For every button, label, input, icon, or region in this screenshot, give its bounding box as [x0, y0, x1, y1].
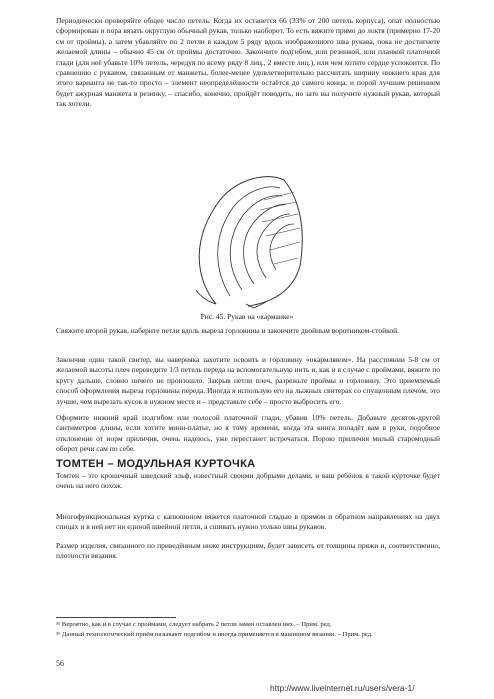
- figure-caption: Рис. 45. Рукав на «карманке»: [200, 312, 294, 321]
- section-heading: ТОМТЕН – МОДУЛЬНАЯ КУРТОЧКА: [56, 458, 256, 470]
- footnote-35: ³⁵ Вероятно, как и в случае с проймами, следует набрать 2 петли замен оставлен них. – Прим. ред.: [56, 621, 332, 628]
- paragraph-construction: Многофункциональная куртка с капюшоном вяжется платочной гладью в прямом и обратном направлениях на двух спицах и в ней нет ни единой швейной петли, а сшивать нужно только швы рукавов.: [56, 512, 440, 532]
- watermark-url: http://www.liveinternet.ru/users/vera-1/: [270, 683, 415, 693]
- paragraph-sleeve-shaping: Периодически проверяйте общее число петель. Когда их останется 66 (33% от 200 петель корпуса), опат полностью сформирован и пора вязать округлую обычный рукав, только наоборот. То есть вяжите прямо до локтя (примерно 17-20 см от проймы), а затем убавляйте по 2 петли в каждом 5 ряду вдоль изображенного шва рукава, пока не достигнете желаемой длины – обычно 45 см от проймы достаточно. Закончите подгибом, или резинкой, или планкой платочной глади (для неё убавьте 10% петель, чередуя по всему ряду 8 лиц., 2 вместе лиц.), или чем хотите сердце успокоится. По сравнению с рукавом, связанным от манжеты, более-менее удовлетворительно рассчитать ширину нижнего края для этого варианта не так-то просто – элемент неопределённости остаётся до самого конца, и порой лучшим решением будет ажурная манжета в резинку, – спасибо, конечно, пройдёт поводить, но зато вы получите нужный рукав, который так хотели.: [56, 16, 440, 109]
- footnote-divider: [56, 617, 176, 618]
- paragraph-neckline: Закончив один такой свитер, вы наверняка захотите освоить и горловину «окармлявом». На расстоянии 5-8 см от желаемой высоты плеч переведите 1/3 петель переда на вспомогательную нить и, как и в случае с проймами, вяжите по кругу дальше, словно ничего не произошло. Закрыв петли плеч, разрежьте проймы и горловину. Это приемлемый способ оформления выреза горловины переда. Иногда я использую его на лыжных свитерах со спущенным плечом, это лучше, чем вырезать кусок в нужном месте и – представьте себе – просто выбросить его.: [56, 355, 440, 406]
- paragraph-second-sleeve: Свяжите второй рукав, наберите петли вдоль выреза горловины и закончите двойным воротником-стойкой.: [56, 326, 399, 335]
- paragraph-tomten-intro: Томтен – это крошечный шведский эльф, известный своими добрыми делами, и ваш ребёнок в такой курточке будет очень на него похож.: [56, 471, 440, 491]
- page-number: 56: [56, 659, 64, 668]
- footnote-36: ³⁶ Данный технологический приём называют подгибом и иногда применяется в машинном вязании. – Прим. ред.: [56, 631, 373, 638]
- paragraph-bottom-edge: Оформите нижний край подгибом или полосой платочной глади, убавив 10% петель. Добавьте десяток-другой сантиметров длины, если хотите мини-платье, но к тому времени, когда эта книга попадёт вам в руки, подобное отклонение от норм приличия, очень надеюсь, уже перестанет встречаться. Порою приличия милый старомодный оборот речи сам по себе.: [56, 413, 440, 454]
- sleeve-illustration: [176, 170, 314, 310]
- paragraph-sizing: Размер изделия, связанного по приведённым ниже инструкциям, будет зависеть от толщины пряжи и, соответственно, плотности вязания.: [56, 541, 440, 561]
